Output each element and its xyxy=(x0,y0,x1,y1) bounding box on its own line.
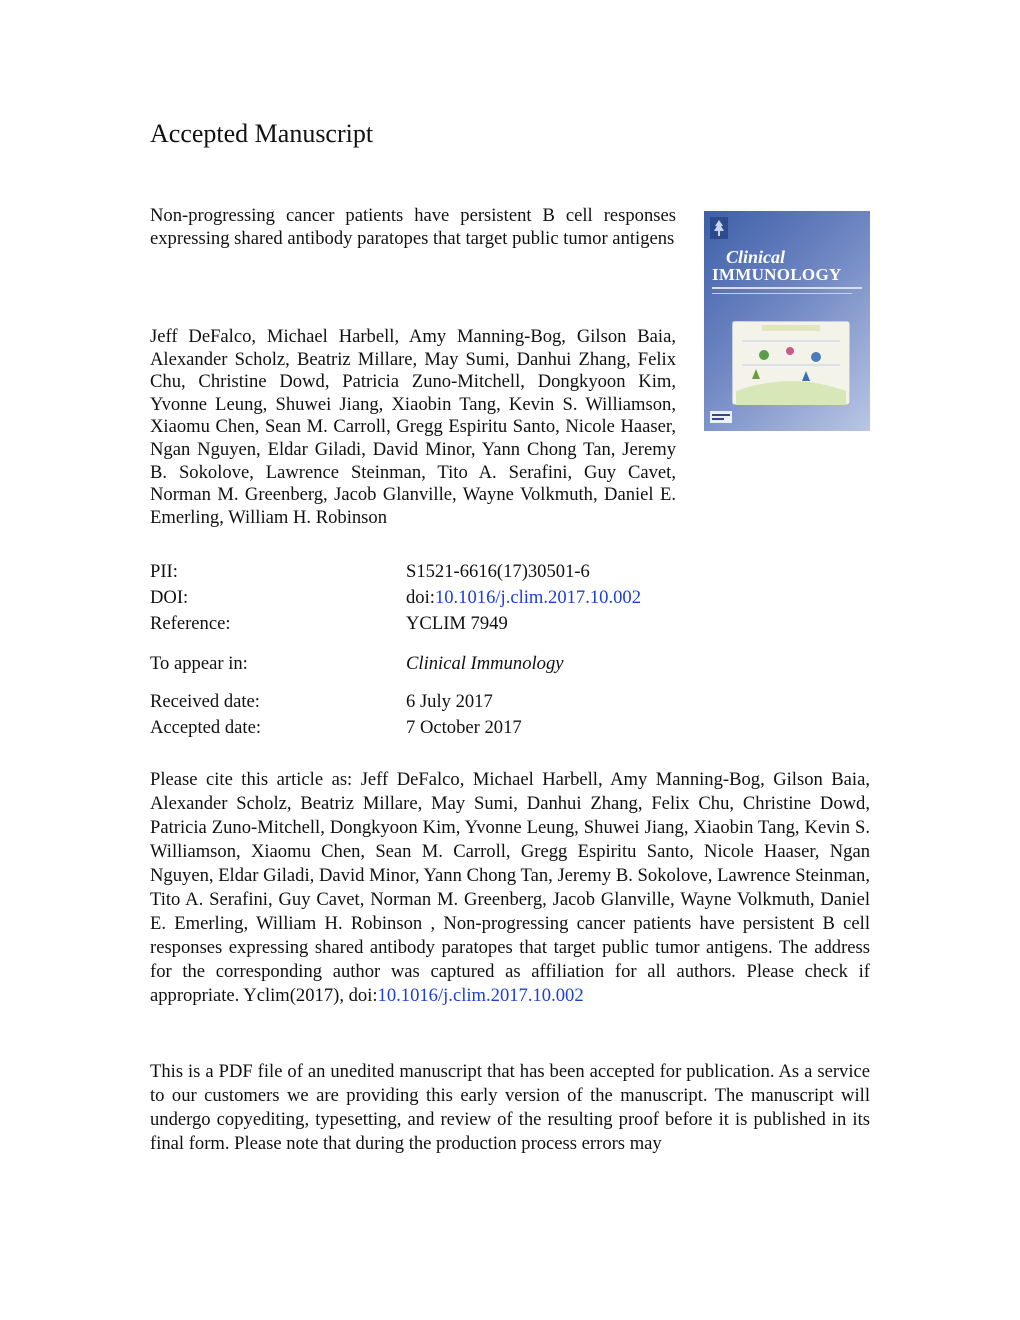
reference-value: YCLIM 7949 xyxy=(406,613,508,634)
pii-label: PII: xyxy=(150,561,178,582)
article-title: Non-progressing cancer patients have persistent B cell responses expressing shared antibody paratopes that target public tumor antigens xyxy=(150,205,676,249)
author-list: Jeff DeFalco, Michael Harbell, Amy Manning-Bog, Gilson Baia, Alexander Scholz, Beatriz Millare, May Sumi, Danhui Zhang, Felix Chu, Christine Dowd, Patricia Zuno-Mitchell, Dongkyoon Kim, Yvonne Leung, Shuwei Jiang, Xiaobin Tang, Kevin S. Williamson, Xiaomu Chen, Sean M. Carroll, Gregg Espiritu Santo, Nicole Haaser, Ngan Nguyen, Eldar Giladi, David Minor, Yann Chong Tan, Jeremy B. Sokolove, Lawrence Steinman, Tito A. Serafini, Guy Cavet, Norman M. Greenberg, Jacob Glanville, Wayne Volkmuth, Daniel E. Emerling, William H. Robinson xyxy=(150,326,676,528)
cover-figure-icon xyxy=(732,321,850,405)
doi-label: DOI: xyxy=(150,587,189,608)
cover-subtitle-line xyxy=(712,293,852,294)
meta-pii xyxy=(150,560,870,584)
accepted-label: Accepted date: xyxy=(150,717,261,738)
meta-doi xyxy=(150,586,870,610)
citation-doi-link[interactable]: 10.1016/j.clim.2017.10.002 xyxy=(377,985,584,1006)
citation-paragraph xyxy=(150,768,870,1008)
pii-value: S1521-6616(17)30501-6 xyxy=(406,561,590,582)
reference-label: Reference: xyxy=(150,613,231,634)
disclaimer-paragraph: This is a PDF file of an unedited manuscript that has been accepted for publication. As a service to our customers we are providing this early version of the manuscript. The manuscript will undergo copyediting, typesetting, and review of the resulting proof before it is published in its final form. Please note that during the production process errors may xyxy=(150,1061,870,1154)
publisher-tree-icon xyxy=(710,217,728,239)
appear-label: To appear in: xyxy=(150,653,248,674)
doi-link[interactable]: 10.1016/j.clim.2017.10.002 xyxy=(434,587,642,608)
publisher-logo-icon xyxy=(710,411,732,423)
meta-appear-in xyxy=(150,652,870,676)
received-label: Received date: xyxy=(150,691,260,712)
accepted-value: 7 October 2017 xyxy=(406,717,522,738)
journal-name: Clinical Immunology xyxy=(406,653,564,674)
journal-cover-image xyxy=(704,211,870,431)
cover-title-line1: Clinical xyxy=(726,247,786,267)
meta-accepted xyxy=(150,716,870,740)
doi-prefix: doi: xyxy=(406,587,435,608)
citation-text: Please cite this article as: Jeff DeFalco, Michael Harbell, Amy Manning-Bog, Gilson Baia, Alexander Scholz, Beatriz Millare, May Sumi, Danhui Zhang, Felix Chu, Christine Dowd, Patricia Zuno-Mitchell, Dongkyoon Kim, Yvonne Leung, Shuwei Jiang, Xiaobin Tang, Kevin S. Williamson, Xiaomu Chen, Sean M. Carroll, Gregg Espiritu Santo, Nicole Haaser, Ngan Nguyen, Eldar Giladi, David Minor, Yann Chong Tan, Jeremy B. Sokolove, Lawrence Steinman, Tito A. Serafini, Guy Cavet, Norman M. Greenberg, Jacob Glanville, Wayne Volkmuth, Daniel E. Emerling, William H. Robinson , Non-progressing cancer patients have persistent B cell responses expressing shared antibody paratopes that target public tumor antigens. The address for the corresponding author was captured as affiliation for all authors. Please check if appropriate. Yclim(2017), doi: xyxy=(150,769,870,1006)
cover-title-line2: IMMUNOLOGY xyxy=(712,265,842,284)
meta-received xyxy=(150,690,870,714)
received-value: 6 July 2017 xyxy=(406,691,493,712)
doi-value xyxy=(406,586,641,610)
cover-subtitle-line xyxy=(712,287,862,289)
meta-reference xyxy=(150,612,870,636)
page-heading: Accepted Manuscript xyxy=(150,119,374,148)
